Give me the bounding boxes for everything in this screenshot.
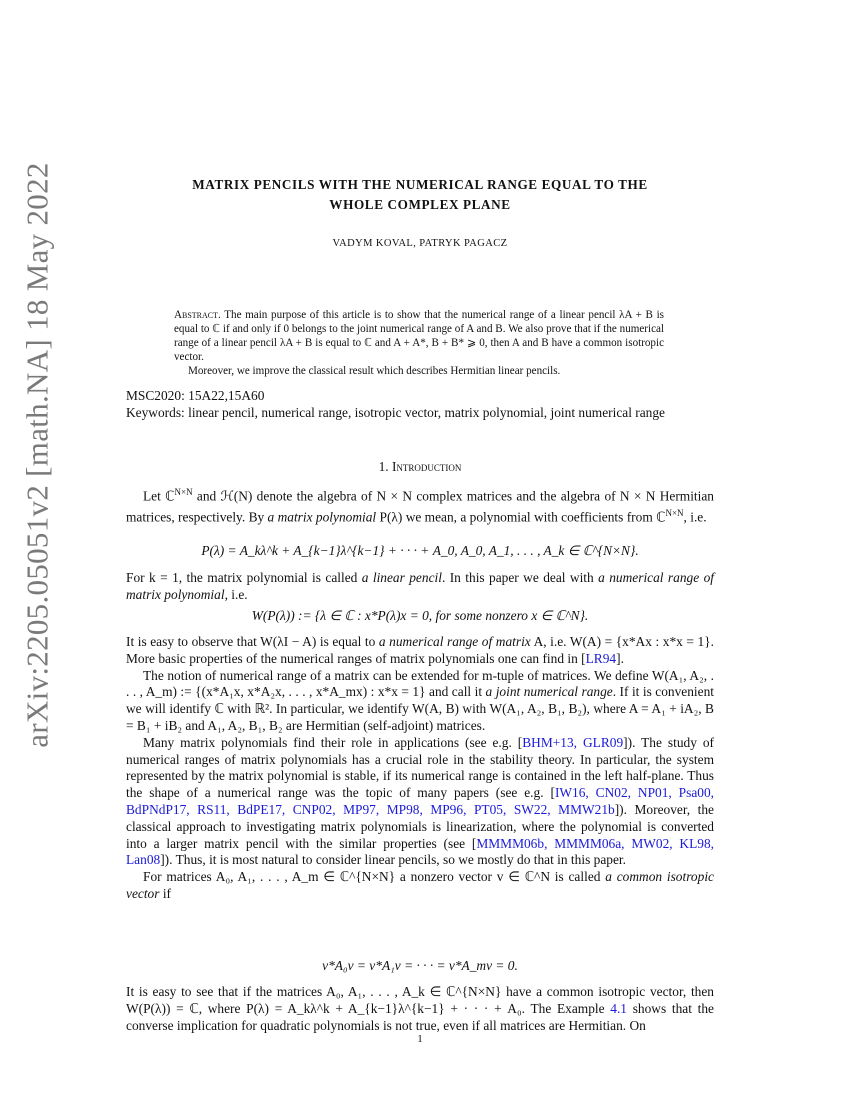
p1-text-3: P(λ) we mean, a polynomial with coefficients from ℂ xyxy=(376,509,666,525)
p1-text-1: Let ℂ xyxy=(143,488,175,504)
intro-block-2 xyxy=(126,570,714,604)
paragraph-1 xyxy=(126,484,714,527)
p1-text-2: and ℋ(N) denote the algebra of N × N complex matrices and the algebra of N × N Hermitian matrices, respectively. By xyxy=(126,488,715,525)
section-heading xyxy=(126,459,714,476)
section-title: 1. Introduction xyxy=(378,459,462,474)
p2-text-1: For k = 1, the matrix polynomial is called xyxy=(126,570,362,585)
intro-block-4 xyxy=(126,984,714,1034)
keywords-line: Keywords: linear pencil, numerical range, isotropic vector, matrix polynomial, joint numerical range xyxy=(126,404,666,420)
abstract-paragraph-1 xyxy=(174,308,664,364)
paragraph-5 xyxy=(126,735,714,869)
p4-emphasis: a joint numerical range xyxy=(485,684,613,700)
p4-text-2: . If it is convenient we will identify ℂ with ℝ². In particular, we identify W(A, B) with W(A₁, A₂, B₁, B₂), where A = A₁ + iA₂, B = B₁ + iB₂ and A₁, A₂, B₁, B₂ are Hermitian (self-adjoint) matrices. xyxy=(126,684,715,733)
paragraph-4 xyxy=(126,668,714,735)
abstract xyxy=(174,308,664,378)
meta-block xyxy=(126,388,714,422)
intro-block-3 xyxy=(126,634,714,903)
p5-text-2: ]). The study of numerical ranges of matrix polynomials has a crucial role in the stability theory. In particular, the system represented by the matrix polynomial is stable, if its numerical range is contained in the left half-plane. Thus the shape of a numerical range was the topic of many papers (see e.g. [ xyxy=(126,734,714,801)
p2-emphasis-1: a linear pencil xyxy=(361,570,442,585)
citation-link[interactable]: BHM+13, GLR09 xyxy=(522,734,624,750)
p3-text-3: ]. xyxy=(616,650,624,666)
msc-line: MSC2020: 15A22,15A60 xyxy=(126,388,265,403)
arxiv-identifier xyxy=(10,162,66,748)
equation-1: P(λ) = A_kλ^k + A_{k−1}λ^{k−1} + · · · + A_0, A_0, A_1, . . . , A_k ∈ ℂ^{N×N}. xyxy=(201,543,639,558)
p4-text-1: The notion of numerical range of a matrix can be extended for m-tuple of matrices. We define W(A₁, A₂, . . . , A_m) := {(x*A₁x, x*A₂x, . . . , x*A_mx) : x*x = 1} and call it xyxy=(126,667,714,700)
p2-emphasis-2: a numerical range of matrix polynomial xyxy=(126,570,714,602)
equation-3: v*A₀v = v*A₁v = · · · = v*A_mv = 0. xyxy=(322,958,518,973)
p5-text-4: ]). Thus, it is most natural to consider linear pencils, so we mostly do that in this paper. xyxy=(160,852,626,868)
citation-link[interactable]: MMMM06b, MMMM06a, MW02, KL98, Lan08 xyxy=(126,835,714,868)
p3-text-2: A, i.e. W(A) = {x*Ax : x*x = 1}. More basic properties of the numerical ranges of matrix polynomials one can find in [ xyxy=(126,634,714,666)
p1-sup-1: N×N xyxy=(174,487,193,497)
p1-sup-2: N×N xyxy=(665,508,684,519)
paper-title xyxy=(126,175,714,215)
equation-2: W(P(λ)) := {λ ∈ ℂ : x*P(λ)x = 0, for some nonzero x ∈ ℂ^N}. xyxy=(251,608,589,623)
title-line-1: MATRIX PENCILS WITH THE NUMERICAL RANGE EQUAL TO THE xyxy=(192,177,648,192)
page-number: 1 xyxy=(417,1033,423,1045)
p1-text-4: , i.e. xyxy=(683,509,707,525)
p2-text-3: , i.e. xyxy=(224,586,248,602)
authors: VADYM KOVAL, PATRYK PAGACZ xyxy=(332,238,508,249)
p3-text-1: It is easy to observe that W(λI − A) is equal to xyxy=(126,634,379,649)
citation-link[interactable]: 4.1 xyxy=(610,1000,627,1016)
abstract-heading: Abstract. xyxy=(174,309,221,321)
p3-emphasis: a numerical range of matrix xyxy=(378,634,531,649)
abstract-paragraph-2: Moreover, we improve the classical result which describes Hermitian linear pencils. xyxy=(188,365,561,378)
intro-block-1 xyxy=(126,484,714,527)
p2-text-2: . In this paper we deal with xyxy=(441,570,599,585)
paragraph-7 xyxy=(126,984,714,1034)
p6-emphasis: a common isotropic vector xyxy=(126,869,714,901)
paragraph-3 xyxy=(126,634,714,668)
arxiv-id-text: arXiv:2205.05051v2 [math.NA] 18 May 2022 xyxy=(20,162,55,748)
paragraph-2 xyxy=(126,570,714,604)
abstract-text-1: The main purpose of this article is to show that the numerical range of a linear pencil λA + B is equal to ℂ if and only if 0 belongs to the joint numerical range of A and B. We also prove that if the numerical range of a linear pencil λA + B is equal to ℂ and A + A*, B + B* ⩾ 0, then A and B have a common isotropic vector. xyxy=(174,309,664,364)
p7-text-2: shows that the converse implication for quadratic polynomials is not true, even if all matrices are Hermitian. On xyxy=(126,1000,715,1033)
p6-text-1: For matrices A₀, A₁, . . . , A_m ∈ ℂ^{N×N} a nonzero vector v ∈ ℂ^N is called xyxy=(143,869,606,885)
title-line-2: WHOLE COMPLEX PLANE xyxy=(329,197,511,212)
citation-link[interactable]: IW16, CN02, NP01, Psa00, BdPNdP17, RS11, BdPE17, CNP02, MP97, MP98, MP96, PT05, SW22, MMW21b xyxy=(126,785,714,817)
p5-text-3: ]). Moreover, the classical approach to investigating matrix polynomials is linearization, where the polynomial is converted into a larger matrix pencil with the similar properties (see [ xyxy=(126,801,714,851)
p1-emphasis: a matrix polynomial xyxy=(267,509,377,525)
paragraph-6 xyxy=(126,869,714,903)
p6-text-2: if xyxy=(159,885,171,901)
p7-text-1: It is easy to see that if the matrices A₀, A₁, . . . , A_k ∈ ℂ^{N×N} have a common isotropic vector, then W(P(λ)) = ℂ, where P(λ) = A_kλ^k + A_{k−1}λ^{k−1} + · · · + A₀. The Example xyxy=(126,984,714,1016)
citation-link[interactable]: LR94 xyxy=(585,650,617,666)
p5-text-1: Many matrix polynomials find their role in applications (see e.g. [ xyxy=(143,734,523,750)
